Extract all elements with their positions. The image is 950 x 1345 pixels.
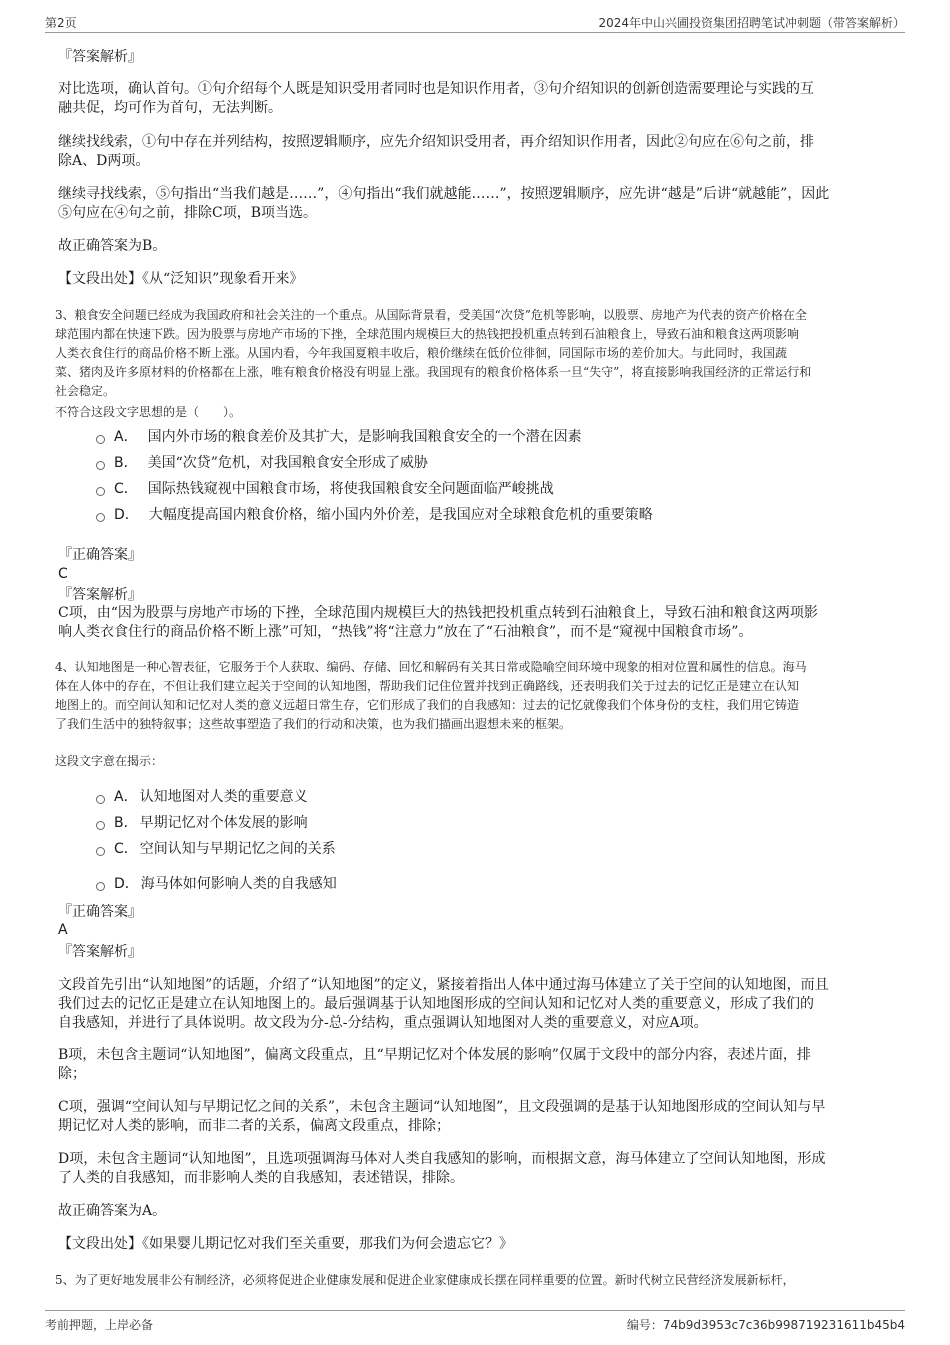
q3-option-b[interactable]: B． 美国“次贷”危机，对我国粮食安全形成了威胁: [96, 454, 428, 473]
radio-icon[interactable]: [96, 882, 105, 891]
footer-slogan: 考前押题，上岸必备: [45, 1318, 154, 1332]
q2-conclusion: 故正确答案为B。: [58, 238, 167, 254]
radio-icon[interactable]: [96, 847, 105, 856]
q3-question: 不符合这段文字思想的是（ ）。: [55, 405, 242, 419]
q4-conclusion: 故正确答案为A。: [58, 1203, 167, 1219]
q4-option-a[interactable]: A． 认知地图对人类的重要意义: [96, 788, 308, 807]
q4-analysis-para1: 文段首先引出“认知地图”的话题，介绍了“认知地图”的定义，紧接着指出人体中通过海马体建立了关于空间的认知地图，而且 我们过去的记忆正是建立在认知地图上的。最后强调基于认知地图形成的空间认知和记忆对人类的重要意义，形成了我们的 自我感知，并进行了具体说明。故文段为分-总-分结构，重点强调认知地图对人类的重要意义，对应A项。: [58, 977, 829, 1031]
q4-option-d[interactable]: D． 海马体如何影响人类的自我感知: [96, 875, 337, 894]
q4-analysis-para3: C项，强调“空间认知与早期记忆之间的关系”，未包含主题词“认知地图”，且文段强调的是基于认知地图形成的空间认知与早 期记忆对人类的影响，而非二者的关系，偏离文段重点，排除；: [58, 1099, 826, 1134]
document-title: 2024年中山兴圃投资集团招聘笔试冲刺题（带答案解析）: [598, 16, 905, 30]
q3-stem: 3、粮食安全问题已经成为我国政府和社会关注的一个重点。从国际背景看，受美国“次贷”危机等影响，以股票、房地产为代表的资产价格在全 球范围内都在快速下跌。因为股票与房地产市场的下挫，全球范围内规模巨大的热钱把投机重点转到石油粮食上，导致石油和粮食这两项影响 人类衣食住行的商品价格不断上涨。从国内看，今年我国夏粮丰收后，粮价继续在低价位徘徊，同国际市场的差价加大。与此同时，我国蔬 菜、猪肉及许多原材料的价格都在上涨，唯有粮食价格没有明显上涨。我国现有的粮食价格体系一旦“失守”，将直接影响我国经济的正常运行和 社会稳定。: [55, 308, 812, 398]
q3-analysis-label: 『答案解析』: [58, 587, 142, 603]
q4-stem: 4、认知地图是一种心智表征，它服务于个人获取、编码、存储、回忆和解码有关其日常或隐喻空间环境中现象的相对位置和属性的信息。海马 体在人体中的存在，不但让我们建立起关于空间的认知地图，帮助我们记住位置并找到正确路线，还表明我们关于过去的记忆正是建立在认知 地图上的。而空间认知和记忆对人类的意义远超日常生存，它们形成了我们的自我感知：过去的记忆就像我们个体身份的支柱，我们用它铸造 了我们生活中的独特叙事；这些故事塑造了我们的行动和决策，也为我们描画出遐想未来的框架。: [55, 660, 807, 731]
radio-icon[interactable]: [96, 461, 105, 470]
header-divider: [45, 32, 905, 33]
q3-option-a[interactable]: A． 国内外市场的粮食差价及其扩大，是影响我国粮食安全的一个潜在因素: [96, 428, 582, 447]
q2-analysis-para1: 对比选项，确认首句。①句介绍每个人既是知识受用者同时也是知识作用者，③句介绍知识的创新创造需要理论与实践的互 融共促，均可作为首句，无法判断。: [58, 81, 814, 116]
footer-divider: [45, 1310, 905, 1311]
q3-correct-label: 『正确答案』: [58, 547, 142, 563]
q3-analysis: C项，由“因为股票与房地产市场的下挫，全球范围内规模巨大的热钱把投机重点转到石油粮食上，导致石油和粮食这两项影 响人类衣食住行的商品价格不断上涨”可知，“热钱”将“注意力”放在了“石油粮食”，而不是“窥视中国粮食市场”。: [58, 605, 818, 640]
radio-icon[interactable]: [96, 487, 105, 496]
radio-icon[interactable]: [96, 435, 105, 444]
q3-option-c[interactable]: C． 国际热钱窥视中国粮食市场，将使我国粮食安全问题面临严峻挑战: [96, 480, 554, 499]
q4-source: 【文段出处】《如果婴儿期记忆对我们至关重要，那我们为何会遗忘它？》: [58, 1236, 513, 1252]
q5-stem: 5、为了更好地发展非公有制经济，必须将促进企业健康发展和促进企业家健康成长摆在同样重要的位置。新时代树立民营经济发展新标杆，: [55, 1273, 795, 1287]
q4-analysis-label: 『答案解析』: [58, 944, 142, 960]
q4-correct-label: 『正确答案』: [58, 904, 142, 920]
footer-code: 编号：74b9d3953c7c36b998719231611b45b4: [626, 1318, 905, 1332]
q2-source: 【文段出处】《从“泛知识”现象看开来》: [58, 271, 304, 287]
page-number: 第2页: [45, 16, 77, 30]
q4-option-c[interactable]: C． 空间认知与早期记忆之间的关系: [96, 840, 336, 859]
radio-icon[interactable]: [96, 513, 105, 522]
q2-analysis-label: 『答案解析』: [58, 49, 142, 65]
q4-analysis-para2: B项，未包含主题词“认知地图”，偏离文段重点，且“早期记忆对个体发展的影响”仅属于文段中的部分内容，表述片面，排 除；: [58, 1047, 811, 1082]
q4-question: 这段文字意在揭示：: [55, 754, 164, 768]
q2-analysis-para2: 继续找线索，①句中存在并列结构，按照逻辑顺序，应先介绍知识受用者，再介绍知识作用者，因此②句应在⑥句之前，排 除A、D两项。: [58, 134, 814, 169]
q4-analysis-para4: D项，未包含主题词“认知地图”，且选项强调海马体对人类自我感知的影响，而根据文意，海马体建立了空间认知地图，形成 了人类的自我感知，而非影响人类的自我感知，表述错误，排除。: [58, 1151, 826, 1186]
q3-correct-answer: C: [58, 566, 68, 582]
q2-analysis-para3: 继续寻找线索，⑤句指出“当我们越是……”，④句指出“我们就越能……”，按照逻辑顺序，应先讲“越是”后讲“就越能”，因此 ⑤句应在④句之前，排除C项，B项当选。: [58, 186, 830, 221]
q4-correct-answer: A: [58, 922, 68, 938]
radio-icon[interactable]: [96, 821, 105, 830]
q4-option-b[interactable]: B． 早期记忆对个体发展的影响: [96, 814, 308, 833]
q3-option-d[interactable]: D． 大幅度提高国内粮食价格，缩小国内外价差，是我国应对全球粮食危机的重要策略: [96, 506, 653, 525]
radio-icon[interactable]: [96, 795, 105, 804]
